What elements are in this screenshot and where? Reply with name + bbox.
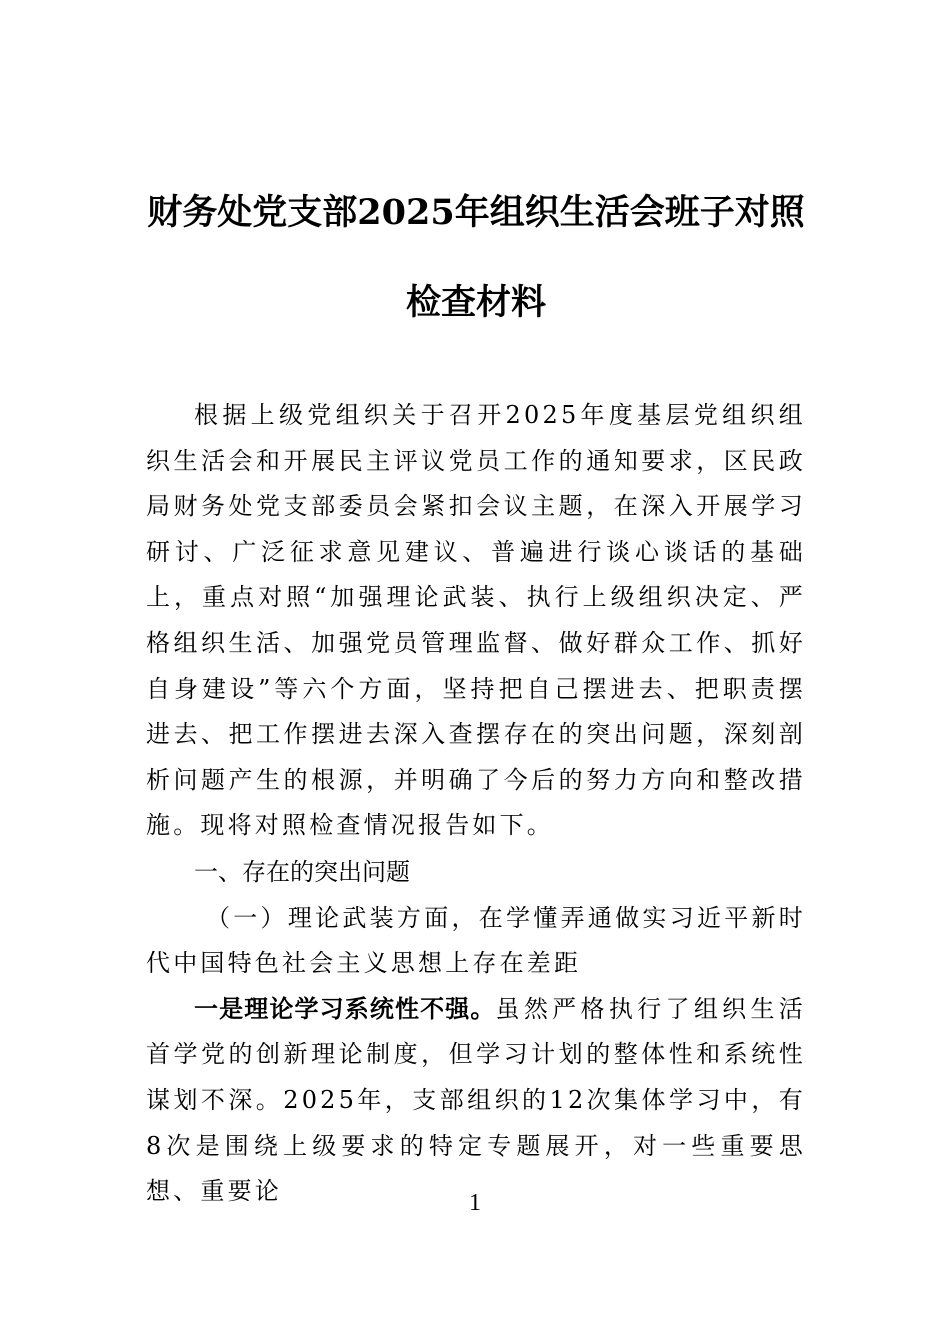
document-body (146, 393, 806, 1215)
section-heading: 一、存在的突出问题 (194, 857, 410, 886)
title-line-2: 检查材料 (405, 282, 546, 323)
intro-paragraph: 根据上级党组织关于召开2025年度基层党组织组织生活会和开展民主评议党员工作的通知要求，区民政局财务处党支部委员会紧扣会议主题，在深入开展学习研讨、广泛征求意见建议、普遍进行谈心谈话的基础上，重点对照“加强理论武装、执行上级组织决定、严格组织生活、加强党员管理监督、做好群众工作、抓好自身建设”等六个方面，坚持把自己摆进去、把职责摆进去、把工作摆进去深入查摆存在的突出问题，深刻剖析问题产生的根源，并明确了今后的努力方向和整改措施。现将对照检查情况报告如下。 (146, 401, 806, 840)
point-lead: 一是理论学习系统性不强。 (194, 994, 496, 1023)
document-title (146, 168, 806, 348)
subsection-heading: （一）理论武装方面，在学懂弄通做实习近平新时代中国特色社会主义思想上存在差距 (146, 903, 806, 978)
point-paragraph (146, 987, 806, 1215)
point-text: 虽然严格执行了组织生活首学党的创新理论制度，但学习计划的整体性和系统性谋划不深。2025年，支部组织的12次集体学习中，有8次是围绕上级要求的特定专题展开，对一些重要思想、重要论 (146, 994, 807, 1206)
title-line-1: 财务处党支部2025年组织生活会班子对照 (147, 192, 805, 233)
page-number: 1 (469, 1190, 481, 1216)
